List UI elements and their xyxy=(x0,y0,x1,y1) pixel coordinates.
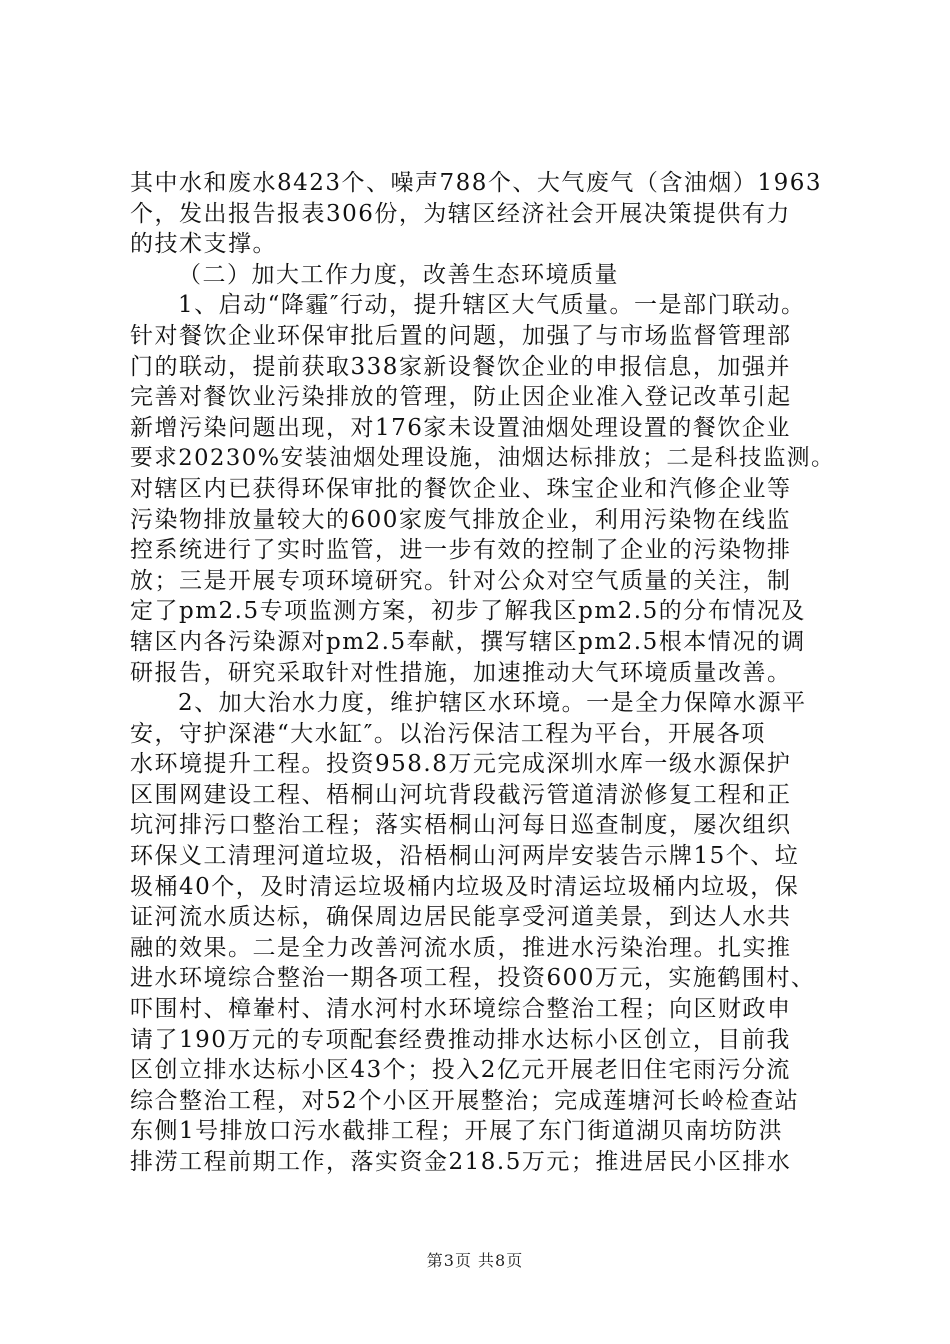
text-line: 控系统进行了实时监管，进一步有效的控制了企业的污染物排 xyxy=(130,537,792,564)
text-line: 定了pm2.5专项监测方案，初步了解我区pm2.5的分布情况及 xyxy=(130,598,806,625)
text-line: 要求20230%安装油烟处理设施，油烟达标排放；二是科技监测。 xyxy=(130,445,836,472)
text-line: 坑河排污口整治工程；落实梧桐山河每日巡查制度，屡次组织 xyxy=(130,812,792,839)
text-line: 研报告，研究采取针对性措施，加速推动大气环境质量改善。 xyxy=(130,659,792,686)
text-line: 安，守护深港“大水缸″。以治污保洁工程为平台，开展各项 xyxy=(130,720,766,747)
section-heading: （二）加大工作力度，改善生态环境质量 xyxy=(178,261,619,288)
text-line: 其中水和废水8423个、噪声788个、大气废气（含油烟）1963 xyxy=(130,170,822,196)
text-line: 进水环境综合整治一期各项工程，投资600万元，实施鹤围村、 xyxy=(130,965,816,992)
text-line: 排涝工程前期工作，落实资金218.5万元；推进居民小区排水 xyxy=(130,1149,792,1175)
text-line: 吓围村、樟輋村、清水河村水环境综合整治工程；向区财政申 xyxy=(130,996,792,1023)
text-line: 的技术支撑。 xyxy=(130,231,277,258)
paragraph-start: 1、启动“降霾″行动，提升辖区大气质量。一是部门联动。 xyxy=(178,292,806,319)
text-line: 针对餐饮企业环保审批后置的问题，加强了与市场监督管理部 xyxy=(130,322,792,349)
text-line: 东侧1号排放口污水截排工程；开展了东门街道湖贝南坊防洪 xyxy=(130,1118,784,1145)
document-body xyxy=(130,168,835,1178)
page-number-footer: 第3页 共8页 xyxy=(426,1251,524,1270)
text-line: 环保义工清理河道垃圾，沿梧桐山河两岸安装告示牌15个、垃 xyxy=(130,843,800,870)
text-line: 融的效果。二是全力改善河流水质，推进水污染治理。扎实推 xyxy=(130,934,792,961)
paragraph-start: 2、加大治水力度，维护辖区水环境。一是全力保障水源平 xyxy=(178,690,807,717)
text-line: 水环境提升工程。投资958.8万元完成深圳水库一级水源保护 xyxy=(130,751,792,778)
text-line: 区创立排水达标小区43个；投入2亿元开展老旧住宅雨污分流 xyxy=(130,1057,791,1084)
text-line: 门的联动，提前获取338家新设餐饮企业的申报信息，加强并 xyxy=(130,353,791,380)
text-line: 区围网建设工程、梧桐山河坑背段截污管道清淤修复工程和正 xyxy=(130,781,792,808)
text-line: 辖区内各污染源对pm2.5奉献，撰写辖区pm2.5根本情况的调 xyxy=(130,628,806,655)
text-line: 请了190万元的专项配套经费推动排水达标小区创立，目前我 xyxy=(130,1026,791,1053)
text-line: 综合整治工程，对52个小区开展整治；完成莲塘河长岭检查站 xyxy=(130,1087,800,1114)
text-line: 圾桶40个，及时清运垃圾桶内垃圾及时清运垃圾桶内垃圾，保 xyxy=(130,873,800,900)
text-line: 完善对餐饮业污染排放的管理，防止因企业准入登记改革引起 xyxy=(130,384,792,411)
text-line: 污染物排放量较大的600家废气排放企业，利用污染物在线监 xyxy=(130,506,791,533)
text-line: 新增污染问题出现，对176家未设置油烟处理设置的餐饮企业 xyxy=(130,414,791,441)
text-line: 个，发出报告报表306份，为辖区经济社会开展决策提供有力 xyxy=(130,200,791,227)
text-line: 证河流水质达标，确保周边居民能享受河道美景，到达人水共 xyxy=(130,904,792,931)
text-line: 放；三是开展专项环境研究。针对公众对空气质量的关注，制 xyxy=(130,567,792,594)
text-line: 对辖区内已获得环保审批的餐饮企业、珠宝企业和汽修企业等 xyxy=(130,475,792,502)
